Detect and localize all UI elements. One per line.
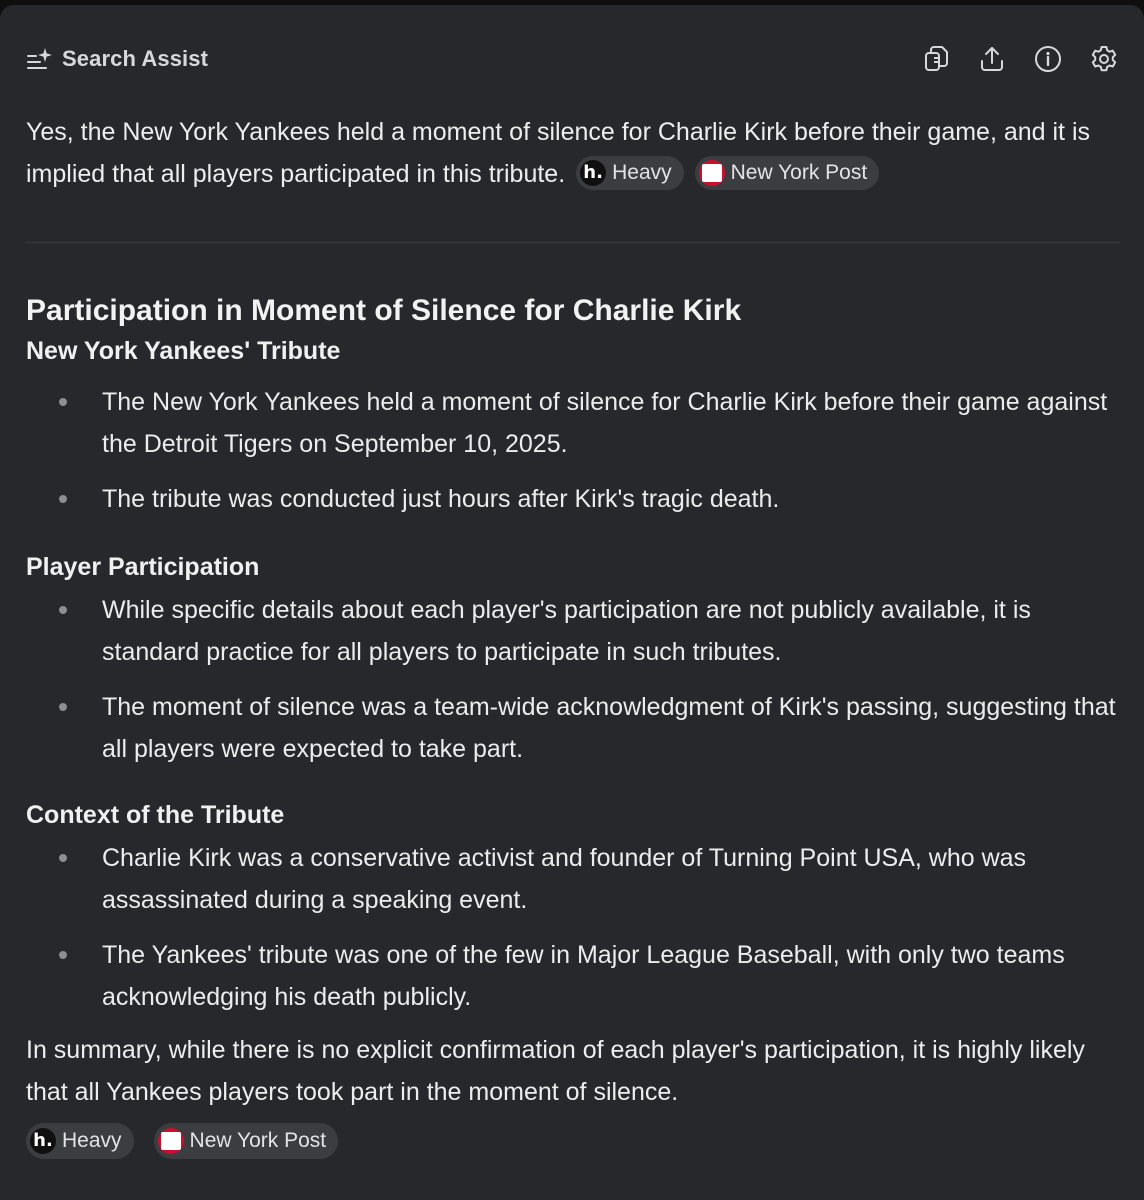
section-heading: New York Yankees' Tribute <box>26 337 341 365</box>
title-wrap <box>26 46 208 72</box>
source-chips <box>26 1123 1122 1159</box>
share-icon <box>977 44 1007 74</box>
page-title: Search Assist <box>62 46 209 71</box>
toolbar <box>920 43 1120 75</box>
source-chip-label: New York Post <box>189 1129 327 1152</box>
source-chip-nypost[interactable] <box>695 156 880 190</box>
copy-icon <box>921 44 951 74</box>
settings-icon <box>1089 44 1119 74</box>
summary-paragraph: In summary, while there is no explicit confirmation of each player's participation, it is highly likely that all Yankees players took part in the moment of silence. <box>26 1036 1085 1106</box>
source-chip-label: Heavy <box>612 161 672 185</box>
sparkle-list-icon <box>26 46 54 72</box>
settings-button[interactable] <box>1088 43 1120 75</box>
heavy-logo-icon: h. <box>30 1128 56 1154</box>
main-content <box>26 289 1122 1159</box>
source-chip-label: Heavy <box>62 1129 122 1152</box>
intro-paragraph <box>26 111 1126 195</box>
bullet-list <box>26 589 1122 770</box>
main-title: Participation in Moment of Silence for Charlie Kirk <box>26 294 742 327</box>
list-item: While specific details about each player's participation are not publicly available, it is standard practice for all players to participate in such tributes. <box>26 589 1122 673</box>
source-chip-heavy[interactable] <box>26 1123 134 1159</box>
bullet-list <box>26 837 1122 1018</box>
header <box>26 39 1120 79</box>
source-chip-heavy[interactable] <box>576 156 684 190</box>
nypost-logo-icon <box>158 1128 184 1154</box>
list-item: The moment of silence was a team-wide acknowledgment of Kirk's passing, suggesting that all players were expected to take part. <box>26 686 1122 770</box>
intro-text: Yes, the New York Yankees held a moment of silence for Charlie Kirk before their game, and it is implied that all players participated in this tribute. <box>26 118 1091 188</box>
list-item: The Yankees' tribute was one of the few in Major League Baseball, with only two teams acknowledging his death publicly. <box>26 934 1122 1018</box>
source-chip-label: New York Post <box>730 161 868 185</box>
list-item: Charlie Kirk was a conservative activist and founder of Turning Point USA, who was assassinated during a speaking event. <box>26 837 1122 921</box>
heavy-logo-icon: h. <box>580 160 606 186</box>
copy-button[interactable] <box>920 43 952 75</box>
search-assist-panel <box>0 5 1144 1200</box>
info-icon <box>1033 44 1063 74</box>
section-heading: Player Participation <box>26 553 260 581</box>
info-button[interactable] <box>1032 43 1064 75</box>
share-button[interactable] <box>976 43 1008 75</box>
list-item: The tribute was conducted just hours after Kirk's tragic death. <box>26 478 1122 520</box>
nypost-logo-icon <box>699 160 725 186</box>
source-chip-nypost[interactable] <box>154 1123 339 1159</box>
divider <box>26 242 1120 243</box>
bullet-list <box>26 381 1122 520</box>
list-item: The New York Yankees held a moment of silence for Charlie Kirk before their game against the Detroit Tigers on September 10, 2025. <box>26 381 1122 465</box>
section-heading: Context of the Tribute <box>26 801 285 829</box>
